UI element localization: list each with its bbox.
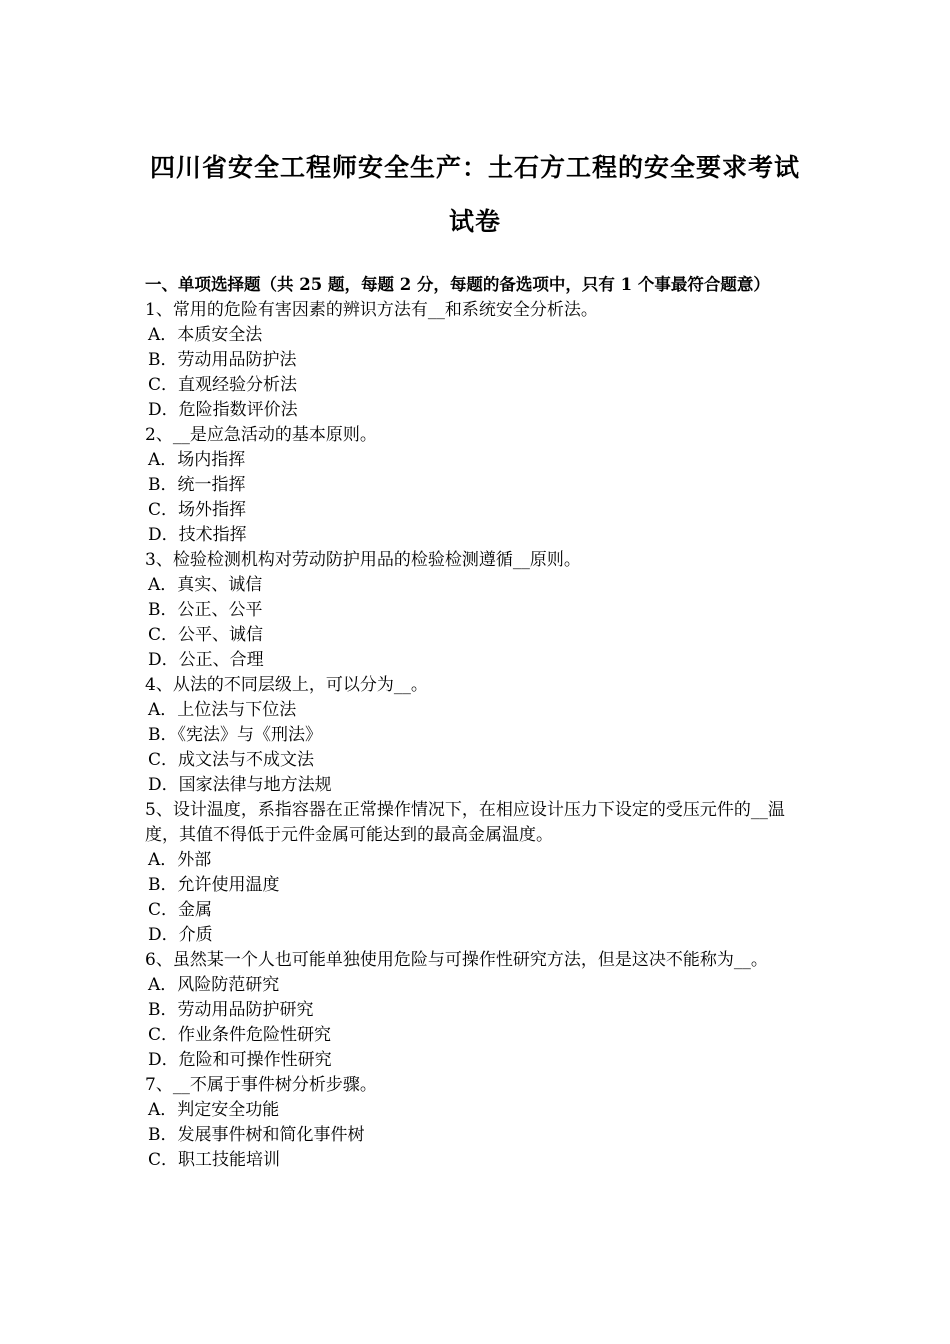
answer-option: A．真实、诚信 — [148, 574, 263, 595]
answer-option: A．判定安全功能 — [148, 1099, 280, 1120]
question-text: 7、__不属于事件树分析步骤。 — [145, 1074, 377, 1095]
answer-option: C．金属 — [148, 899, 213, 920]
question-text: 1、常用的危险有害因素的辨识方法有__和系统安全分析法。 — [145, 299, 598, 320]
answer-option: D．危险指数评价法 — [148, 399, 298, 420]
answer-option: B．《宪法》与《刑法》 — [148, 724, 322, 745]
answer-option: C．职工技能培训 — [148, 1149, 281, 1170]
answer-option: B．统一指挥 — [148, 474, 246, 495]
answer-option: C．直观经验分析法 — [148, 374, 298, 395]
answer-option: A．风险防范研究 — [148, 974, 280, 995]
question-text: 4、从法的不同层级上，可以分为__。 — [145, 674, 428, 695]
answer-option: D．公正、合理 — [148, 649, 264, 670]
question-list — [145, 298, 810, 1173]
answer-option: B．劳动用品防护法 — [148, 349, 297, 370]
answer-option: C．成文法与不成文法 — [148, 749, 315, 770]
answer-option: A．外部 — [148, 849, 212, 870]
answer-option: D．国家法律与地方法规 — [148, 774, 332, 795]
answer-option: A．本质安全法 — [148, 324, 263, 345]
answer-option: D．危险和可操作性研究 — [148, 1049, 332, 1070]
answer-option: A．上位法与下位法 — [148, 699, 297, 720]
section-heading: 一、单项选择题（共 25 题，每题 2 分，每题的备选项中，只有 1 个事最符合题意） — [145, 275, 770, 294]
question-text: 3、检验检测机构对劳动防护用品的检验检测遵循__原则。 — [145, 549, 581, 570]
answer-option: B．公正、公平 — [148, 599, 263, 620]
answer-option: B．劳动用品防护研究 — [148, 999, 314, 1020]
answer-option: D．技术指挥 — [148, 524, 247, 545]
answer-option: C．作业条件危险性研究 — [148, 1024, 332, 1045]
answer-option: A．场内指挥 — [148, 449, 246, 470]
answer-option: C．公平、诚信 — [148, 624, 264, 645]
question-text: 2、__是应急活动的基本原则。 — [145, 424, 377, 445]
document-title-line-1: 四川省安全工程师安全生产：土石方工程的安全要求考试 — [149, 153, 800, 182]
document-body — [145, 273, 810, 1173]
answer-option: C．场外指挥 — [148, 499, 247, 520]
question-text: 5、设计温度，系指容器在正常操作情况下，在相应设计压力下设定的受压元件的__温度，其值不得低于元件金属可能达到的最高金属温度。 — [145, 799, 785, 845]
answer-option: B．允许使用温度 — [148, 874, 280, 895]
answer-option: B．发展事件树和简化事件树 — [148, 1124, 365, 1145]
question-text: 6、虽然某一个人也可能单独使用危险与可操作性研究方法，但是这决不能称为__。 — [145, 949, 768, 970]
document-title-line-2: 试卷 — [448, 207, 501, 236]
answer-option: D．介质 — [148, 924, 213, 945]
